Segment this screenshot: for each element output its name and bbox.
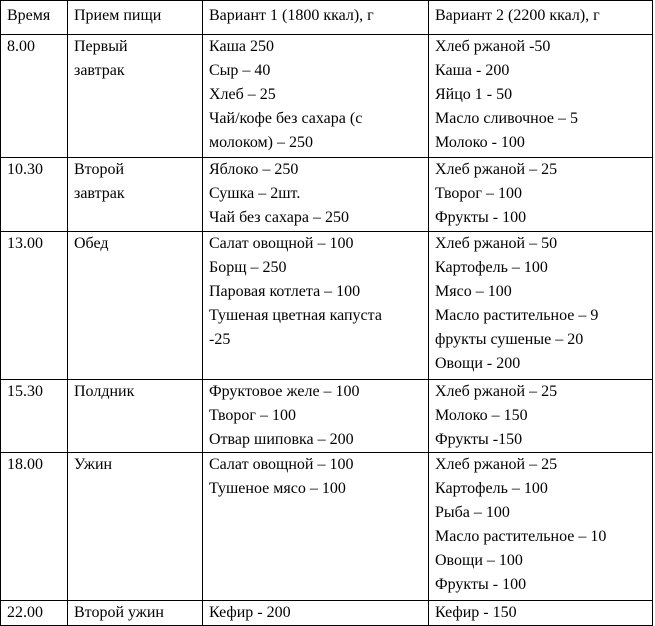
variant-2-line: Творог – 100 bbox=[435, 185, 522, 202]
variant-2-line: Овощи – 100 bbox=[435, 552, 523, 569]
variant-2-line: Хлеб ржаной – 25 bbox=[435, 161, 558, 178]
meal-cell bbox=[68, 232, 203, 380]
meal-line: Обед bbox=[74, 235, 109, 252]
variant-2-cell bbox=[429, 453, 653, 601]
header-row bbox=[1, 1, 653, 35]
variant-1-line: Борщ – 250 bbox=[209, 259, 287, 276]
time-cell: 10.30 bbox=[1, 158, 68, 232]
table-row bbox=[1, 380, 653, 453]
variant-1-line: Паровая котлета – 100 bbox=[209, 283, 361, 300]
variant-2-line: Молоко - 100 bbox=[435, 134, 525, 151]
variant-1-line: молоком) – 250 bbox=[209, 134, 314, 151]
table-row bbox=[1, 453, 653, 601]
meal-cell bbox=[68, 601, 203, 626]
header-variant-1: Вариант 1 (1800 ккал), г bbox=[203, 1, 429, 35]
time-cell: 22.00 bbox=[1, 601, 68, 626]
time-cell: 18.00 bbox=[1, 453, 68, 601]
meal-cell bbox=[68, 453, 203, 601]
variant-1-line: Кефир - 200 bbox=[209, 604, 291, 621]
meal-line: Первый bbox=[74, 38, 128, 55]
header-time: Время bbox=[1, 1, 68, 35]
time-cell: 15.30 bbox=[1, 380, 68, 453]
meal-cell bbox=[68, 380, 203, 453]
variant-1-cell bbox=[203, 601, 429, 626]
time-cell: 8.00 bbox=[1, 35, 68, 158]
variant-1-line: Тушеное мясо – 100 bbox=[209, 480, 346, 497]
variant-2-line: Овощи - 200 bbox=[435, 355, 521, 372]
variant-2-line: Кефир - 150 bbox=[435, 604, 517, 621]
variant-1-line: Чай/кофе без сахара (с bbox=[209, 110, 363, 127]
variant-2-line: Хлеб ржаной -50 bbox=[435, 38, 551, 55]
variant-1-cell bbox=[203, 35, 429, 158]
variant-1-line: Творог – 100 bbox=[209, 407, 296, 424]
variant-2-line: Картофель – 100 bbox=[435, 480, 548, 497]
variant-1-cell bbox=[203, 453, 429, 601]
variant-2-line: Яйцо 1 - 50 bbox=[435, 86, 513, 103]
variant-2-line: Масло растительное – 9 bbox=[435, 307, 599, 324]
meal-line: Второй ужин bbox=[74, 604, 164, 621]
variant-2-line: Фрукты -150 bbox=[435, 431, 523, 448]
variant-1-line: Чай без сахара – 250 bbox=[209, 209, 349, 226]
table-row bbox=[1, 232, 653, 380]
meal-cell bbox=[68, 35, 203, 158]
meal-line: завтрак bbox=[74, 185, 125, 202]
variant-2-cell bbox=[429, 35, 653, 158]
header-variant-2: Вариант 2 (2200 ккал), г bbox=[429, 1, 653, 35]
variant-2-line: Хлеб ржаной – 25 bbox=[435, 456, 558, 473]
table-row bbox=[1, 158, 653, 232]
meal-line: завтрак bbox=[74, 62, 125, 79]
variant-1-cell bbox=[203, 232, 429, 380]
variant-1-line: -25 bbox=[209, 331, 231, 348]
variant-2-line: Фрукты - 100 bbox=[435, 209, 527, 226]
variant-2-line: Каша - 200 bbox=[435, 62, 510, 79]
table-row bbox=[1, 601, 653, 626]
variant-2-line: фрукты сушеные – 20 bbox=[435, 331, 584, 348]
time-cell: 13.00 bbox=[1, 232, 68, 380]
variant-2-line: Масло сливочное – 5 bbox=[435, 110, 578, 127]
variant-2-cell bbox=[429, 232, 653, 380]
variant-1-cell bbox=[203, 380, 429, 453]
header-meal: Прием пищи bbox=[68, 1, 203, 35]
variant-2-line: Хлеб ржаной – 50 bbox=[435, 235, 558, 252]
variant-1-line: Каша 250 bbox=[209, 38, 274, 55]
variant-1-line: Салат овощной – 100 bbox=[209, 235, 354, 252]
meal-line: Полдник bbox=[74, 383, 135, 400]
variant-2-cell bbox=[429, 158, 653, 232]
variant-2-line: Фрукты - 100 bbox=[435, 576, 527, 593]
variant-2-line: Молоко – 150 bbox=[435, 407, 528, 424]
variant-2-line: Хлеб ржаной – 25 bbox=[435, 383, 558, 400]
variant-1-cell bbox=[203, 158, 429, 232]
meal-line: Ужин bbox=[74, 456, 113, 473]
meal-plan-body bbox=[1, 1, 653, 626]
meal-line: Второй bbox=[74, 161, 125, 178]
table-row bbox=[1, 35, 653, 158]
variant-2-line: Мясо – 100 bbox=[435, 283, 512, 300]
variant-1-line: Хлеб – 25 bbox=[209, 86, 276, 103]
variant-1-line: Отвар шиповка – 200 bbox=[209, 431, 354, 448]
variant-1-line: Салат овощной – 100 bbox=[209, 456, 354, 473]
variant-1-line: Фруктовое желе – 100 bbox=[209, 383, 360, 400]
meal-cell bbox=[68, 158, 203, 232]
variant-2-line: Масло растительное – 10 bbox=[435, 528, 607, 545]
variant-1-line: Сыр – 40 bbox=[209, 62, 271, 79]
variant-1-line: Яблоко – 250 bbox=[209, 161, 299, 178]
variant-2-cell bbox=[429, 601, 653, 626]
variant-2-line: Рыба – 100 bbox=[435, 504, 510, 521]
variant-1-line: Тушеная цветная капуста bbox=[209, 307, 382, 324]
variant-1-line: Сушка – 2шт. bbox=[209, 185, 301, 202]
variant-2-line: Картофель – 100 bbox=[435, 259, 548, 276]
variant-2-cell bbox=[429, 380, 653, 453]
